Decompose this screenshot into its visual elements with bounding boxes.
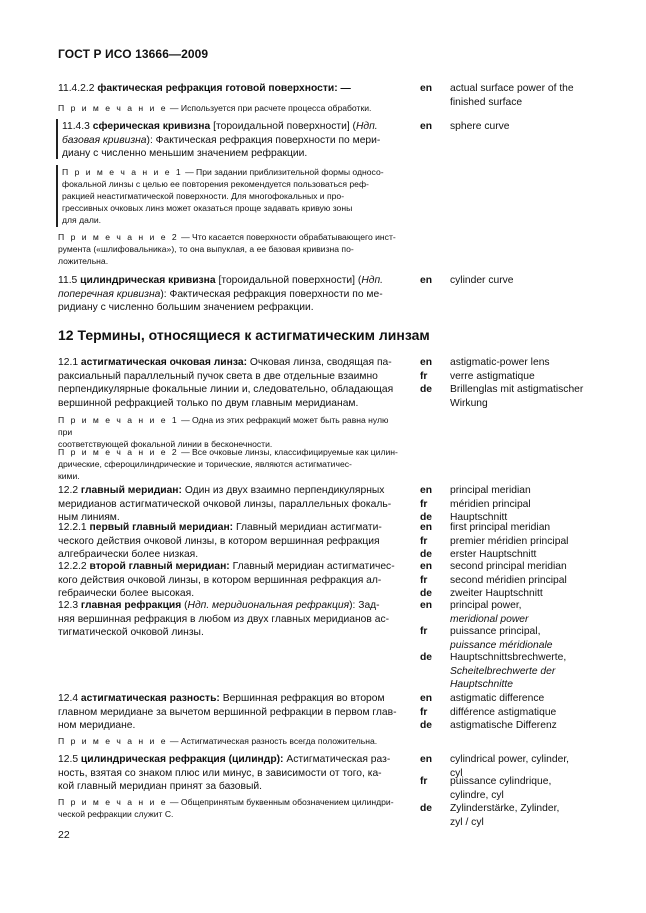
translation-line: Hauptschnittsbrechwerte,	[450, 652, 567, 663]
term-line	[58, 484, 400, 498]
translation-fr	[450, 625, 622, 652]
term-11-4-2-2	[58, 82, 400, 96]
term-number: 12.2.1	[58, 522, 87, 533]
term-line	[58, 560, 400, 574]
translation-fr	[450, 775, 622, 802]
page-number: 22	[58, 829, 70, 841]
lang-code-en: en	[420, 561, 433, 572]
lang-code-fr: fr	[420, 776, 428, 787]
term-number: 12.2	[58, 485, 79, 496]
lang-code-de: de	[420, 512, 433, 524]
term-text: [тороидальной поверхности] (	[218, 275, 362, 286]
term-line	[58, 356, 400, 370]
term-line: диану с численно меньшим значением рефракции.	[62, 148, 308, 160]
term-line: ридиану с численно большим значением рефракции.	[58, 302, 314, 314]
translation-fr: verre astigmatique	[450, 370, 535, 382]
note-line	[58, 231, 400, 243]
term-text: Главный меридиан астигматичес-	[232, 561, 395, 572]
term-line: вершинной рефракцией только по двум главным меридианам.	[58, 397, 359, 409]
lang-code-de: de	[420, 803, 433, 814]
translation-en: second principal meridian	[450, 561, 567, 572]
lang-code-de: de	[420, 384, 433, 396]
lang-code-de: de	[420, 720, 433, 732]
lang-code-en: en	[420, 121, 433, 132]
lang-code-de: de	[420, 549, 433, 561]
term-12-3	[58, 599, 400, 640]
term-line: кого действия очковой линзы, в котором вершинная рефракция ал-	[58, 574, 382, 586]
term-text: Вершинная рефракция во втором	[222, 693, 385, 704]
term-line: перпендикулярные фокальные линии и, следовательно, обладающая	[58, 384, 394, 396]
note-label: П р и м е ч а н и е	[58, 736, 168, 746]
lang-codes	[420, 692, 440, 733]
translation-line: meridional power	[450, 613, 529, 625]
note-line	[58, 446, 400, 458]
translation-de: Wirkung	[450, 397, 488, 409]
note-label: П р и м е ч а н и е	[58, 797, 168, 807]
term-text: [тороидальной поверхности] (	[213, 121, 356, 132]
note-line: для дали.	[62, 215, 102, 226]
note-label: П р и м е ч а н и е 2	[58, 447, 179, 457]
term-number: 11.4.3	[62, 121, 90, 132]
translation-line: Scheitelbrechwerte der	[450, 665, 556, 677]
translations	[450, 356, 622, 410]
note-text: — При задании приблизительной формы односо-	[185, 167, 384, 177]
lang-code-en: en	[420, 754, 433, 765]
translation-de: erster Hauptschnitt	[450, 549, 537, 561]
term-line: ным линиям.	[58, 512, 120, 524]
term-number: 11.5	[58, 275, 78, 286]
note-line: соответствующей фокальной линии в бесконечности.	[58, 439, 273, 450]
note-line: ческой рефракции служит С.	[58, 809, 174, 820]
translation-en: sphere curve	[450, 121, 510, 132]
lang-code-fr: fr	[420, 535, 428, 547]
note-line: румента («шлифовальника»), то она выпуклая, а ее базовая кривизна по-	[58, 244, 354, 255]
translation-en: first principal meridian	[450, 522, 551, 533]
lang-code-de: de	[420, 652, 433, 663]
translation-de: Hauptschnitt	[450, 512, 508, 524]
term-line: гебраически более высокая.	[58, 588, 195, 600]
term-number: 12.2.2	[58, 561, 87, 572]
note-1-11-4-3	[62, 166, 400, 226]
term-number: 12.5	[58, 754, 79, 765]
term-text: Очковая линза, сводящая па-	[249, 357, 392, 368]
term-11-5	[58, 274, 400, 315]
term-line	[62, 120, 400, 134]
note-1-12-1	[58, 414, 400, 450]
translation-en	[450, 599, 622, 626]
term-name: главный меридиан:	[80, 485, 182, 496]
lang-code-en: en	[420, 485, 433, 496]
note-line	[62, 166, 400, 178]
term-name: астигматическая очковая линза:	[80, 357, 247, 368]
term-12-5	[58, 753, 400, 794]
translation-fr: second méridien principal	[450, 574, 567, 586]
term-name: второй главный меридиан:	[89, 561, 230, 572]
translation-line: cylindre, cyl	[450, 789, 504, 801]
note-2-12-1	[58, 446, 400, 482]
term-number: 12.4	[58, 693, 79, 704]
note-line: дрические, сфероцилиндрические и торические, являются астигматичес-	[58, 459, 352, 470]
note-line: ракцией неастигматической поверхности. Для многофокальных и про-	[62, 191, 345, 202]
translation-en: principal meridian	[450, 485, 531, 496]
term-line: няя вершинная рефракция в любом из двух главных меридианов ас-	[58, 613, 390, 625]
lang-code-en: en	[420, 83, 433, 94]
translation-en: cylinder curve	[450, 275, 514, 286]
term-line	[58, 599, 400, 613]
translation-fr: premier méridien principal	[450, 535, 569, 547]
change-bar	[56, 119, 58, 159]
term-deprecated: Ндп.	[355, 121, 378, 132]
document-header: ГОСТ Р ИСО 13666—2009	[58, 47, 209, 61]
term-dash: —	[340, 83, 351, 94]
lang-codes	[420, 521, 440, 562]
note-text: — Используется при расчете процесса обработки.	[169, 103, 372, 113]
term-line: меридианов астигматической очковой линзы, параллельных фокаль-	[58, 498, 392, 510]
term-line: раксиальный параллельный пучок света в две отдельные взаимно	[58, 370, 378, 382]
lang-code-fr: fr	[420, 574, 428, 586]
term-text: Главный меридиан астигмати-	[235, 522, 382, 533]
note-12-5	[58, 796, 400, 820]
term-name: фактическая рефракция готовой поверхности:	[97, 83, 338, 94]
translations	[450, 692, 622, 733]
term-name: астигматическая разность:	[80, 693, 220, 704]
note-text: — Одна из этих рефракций может быть равна нулю при	[58, 415, 389, 438]
note-line: кими.	[58, 471, 80, 482]
term-name: сферическая кривизна	[92, 121, 211, 132]
translation-fr: différence astigmatique	[450, 706, 557, 718]
translation-de: Brillenglas mit astigmatischer	[450, 384, 584, 396]
note-label: П р и м е ч а н и е 1	[62, 167, 183, 177]
term-name: главная рефракция	[80, 600, 182, 611]
note-line: фокальной линзы с целью ее повторения рекомендуется пользоваться реф-	[62, 179, 369, 190]
lang-codes	[420, 356, 440, 397]
lang-code-fr: fr	[420, 370, 428, 382]
translation-line: cylindrical power, cylinder,	[450, 754, 570, 765]
translation-fr: méridien principal	[450, 498, 531, 510]
term-line	[58, 288, 400, 302]
term-name: цилиндрическая кривизна	[80, 275, 216, 286]
term-deprecated: Ндп.	[361, 275, 383, 286]
lang-code-fr: fr	[420, 626, 428, 637]
note-text: — Все очковые линзы, классифицируемые как цилин-	[181, 447, 398, 457]
term-line	[58, 753, 400, 767]
note-label: П р и м е ч а н и е	[58, 103, 168, 113]
term-line: кой главный меридиан принят за базовый.	[58, 781, 263, 793]
term-line: тигматической очковой линзы.	[58, 627, 204, 639]
note-label: П р и м е ч а н и е 2	[58, 232, 179, 242]
term-text: (	[184, 600, 188, 611]
term-text: ): Фактическая рефракция поверхности по мери-	[146, 134, 381, 146]
lang-code-en: en	[420, 600, 433, 611]
note-line	[58, 414, 400, 438]
note-2-11-4-3	[58, 231, 400, 267]
note-line	[58, 796, 400, 808]
term-line: алгебраически более низкая.	[58, 549, 199, 561]
term-line: ном меридиане.	[58, 720, 136, 732]
term-11-4-3	[62, 120, 400, 161]
note-text: — Общепринятым буквенным обозначением цилиндри-	[169, 797, 394, 807]
translation-line: principal power,	[450, 600, 522, 611]
term-line: главном меридиане за вычетом вершинной рефракции в первом глав-	[58, 706, 397, 718]
note-11-4-2-2	[58, 102, 400, 114]
term-text: Астигматическая раз-	[286, 754, 391, 765]
term-12-4	[58, 692, 400, 733]
term-text: ): Зад-	[349, 600, 380, 611]
change-bar	[56, 165, 58, 227]
translation-line: Zylinderstärke, Zylinder,	[450, 803, 560, 814]
section-title: 12 Термины, относящиеся к астигматическим линзам	[58, 327, 430, 343]
term-12-2	[58, 484, 400, 525]
term-deprecated: поперечная кривизна	[58, 288, 161, 300]
term-text: Один из двух взаимно перпендикулярных	[184, 485, 385, 496]
term-12-2-2	[58, 560, 400, 601]
translations	[450, 484, 622, 525]
lang-code-en: en	[420, 693, 433, 704]
term-number: 11.4.2.2	[58, 83, 95, 94]
note-text: — Что касается поверхности обрабатывающего инст-	[181, 232, 396, 242]
lang-code-en: en	[420, 275, 433, 286]
translation-de	[450, 651, 622, 692]
translation-de	[450, 802, 622, 829]
translation-line: puissance méridionale	[450, 639, 553, 651]
translation-en: astigmatic difference	[450, 693, 545, 704]
term-line	[58, 521, 400, 535]
lang-code-fr: fr	[420, 498, 428, 510]
term-12-2-1	[58, 521, 400, 562]
note-line: ложительна.	[58, 256, 109, 267]
translation-en: astigmatic-power lens	[450, 357, 550, 368]
translation-de: astigmatische Differenz	[450, 720, 557, 732]
note-line: грессивных очковых линз может оказаться проще задавать кривую зоны	[62, 203, 353, 214]
term-line	[58, 692, 400, 706]
note-label: П р и м е ч а н и е 1	[58, 415, 179, 425]
term-line: ческого действия очковой линзы, в котором вершинная рефракция	[58, 535, 380, 547]
translation-de: zweiter Hauptschnitt	[450, 588, 543, 600]
lang-codes	[420, 560, 440, 601]
term-text: ): Фактическая рефракция поверхности по ме-	[160, 288, 383, 300]
term-name: цилиндрическая рефракция (цилиндр):	[80, 754, 284, 765]
lang-code-fr: fr	[420, 706, 428, 718]
translation-line: finished surface	[450, 96, 523, 108]
translation-line: cyl	[450, 767, 463, 779]
term-deprecated: Ндп. меридиональная рефракция	[187, 600, 350, 611]
translations	[450, 560, 622, 601]
term-line	[58, 274, 400, 288]
lang-code-en: en	[420, 357, 433, 368]
term-line	[62, 134, 400, 148]
translation-line: Hauptschnitte	[450, 679, 513, 691]
translation-line: zyl / cyl	[450, 816, 484, 828]
lang-code-en: en	[420, 522, 433, 533]
note-12-4	[58, 735, 400, 747]
term-name: первый главный меридиан:	[89, 522, 234, 533]
note-text: — Астигматическая разность всегда положительна.	[169, 736, 378, 746]
lang-codes	[420, 484, 440, 525]
translation-line: puissance principal,	[450, 626, 541, 637]
translation-line: actual surface power of the	[450, 83, 574, 94]
term-number: 12.1	[58, 357, 79, 368]
term-deprecated: базовая кривизна	[62, 134, 147, 146]
lang-code-de: de	[420, 588, 433, 600]
term-number: 12.3	[58, 600, 79, 611]
translation-en	[450, 82, 622, 109]
translations	[450, 521, 622, 562]
translation-line: puissance cylindrique,	[450, 776, 552, 787]
term-12-1	[58, 356, 400, 410]
term-line: ность, взятая со знаком плюс или минус, в зависимости от того, ка-	[58, 767, 382, 779]
